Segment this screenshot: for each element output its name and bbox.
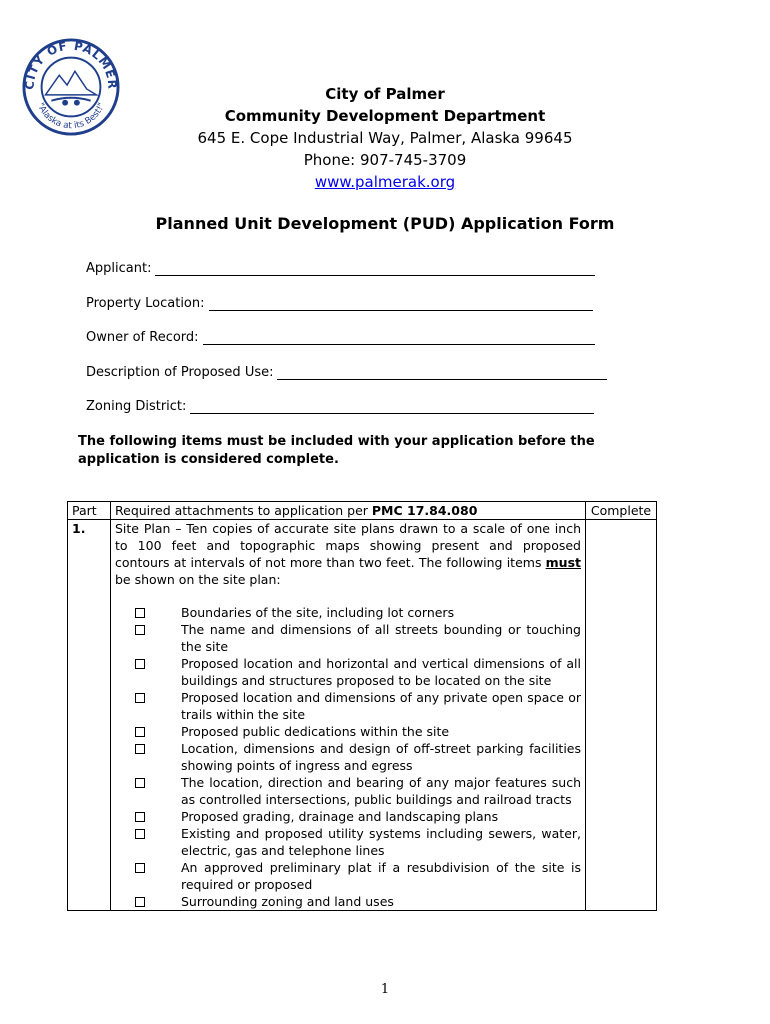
row-part-number: 1.: [68, 520, 111, 911]
owner-input-line[interactable]: [203, 330, 595, 345]
checkbox[interactable]: [135, 693, 145, 703]
description-field: [86, 362, 607, 380]
seal-top-text: CITY OF PALMER: [22, 38, 120, 91]
list-item: Proposed grading, drainage and landscaping plans: [115, 808, 581, 825]
owner-label: Owner of Record:: [86, 330, 199, 345]
applicant-label: Applicant:: [86, 261, 152, 276]
address: 645 E. Cope Industrial Way, Palmer, Alaska 99645: [197, 129, 573, 147]
checkbox[interactable]: [135, 608, 145, 618]
table-row: [68, 520, 657, 911]
list-item: Proposed public dedications within the site: [115, 723, 581, 740]
list-item: Location, dimensions and design of off-street parking facilities showing points of ingress and egress: [115, 740, 581, 774]
seal-bottom-text: "Alaska at its Best!": [34, 101, 108, 132]
department-name: Community Development Department: [224, 107, 546, 125]
site-plan-checklist: [115, 604, 581, 910]
letterhead: [150, 83, 620, 193]
list-item: Boundaries of the site, including lot corners: [115, 604, 581, 621]
owner-field: [86, 327, 595, 345]
completeness-notice: The following items must be included with your application before the application is considered complete.: [78, 434, 595, 467]
zoning-label: Zoning District:: [86, 399, 187, 414]
list-item: The location, direction and bearing of any major features such as controlled intersections, public buildings and railroad tracts: [115, 774, 581, 808]
website-link[interactable]: www.palmerak.org: [314, 173, 456, 191]
checkbox[interactable]: [135, 829, 145, 839]
checkbox[interactable]: [135, 659, 145, 669]
checkbox[interactable]: [135, 625, 145, 635]
property-location-input-line[interactable]: [209, 296, 593, 311]
zoning-input-line[interactable]: [190, 399, 594, 414]
list-item: Proposed location and horizontal and vertical dimensions of all buildings and structures proposed to be located on the site: [115, 655, 581, 689]
description-label: Description of Proposed Use:: [86, 365, 274, 380]
table-header-row: [68, 502, 657, 520]
header-description: Required attachments to application per PMC 17.84.080: [111, 502, 586, 520]
applicant-field: [86, 258, 595, 276]
phone: Phone: 907-745-3709: [303, 151, 467, 169]
form-title: Planned Unit Development (PUD) Application Form: [155, 214, 615, 233]
city-name: City of Palmer: [325, 85, 445, 103]
row-description: Site Plan – Ten copies of accurate site plans drawn to a scale of one inch to 100 feet and topographic maps showing present and proposed contours at intervals of not more than two feet. The following items must be shown on the site plan: Boundaries of the site, including lot corners The name and dimensions of all streets bounding or touching the site Proposed location and horizontal and vertical dimensions of all buildings and structures proposed to be located on the site Proposed location and dimensions of any private open space or trails within the site Proposed public dedications within the site Location, dimensions and design of off-street parking facilities showing points of ingress and egress The location, direction and bearing of any major features such as controlled intersections, public buildings and railroad tracts Proposed grading, drainage and landscaping plans Existing and proposed utility systems including sewers, water, electric, gas and telephone lines An approved preliminary plat if a resubdivision of the site is required or proposed Surrounding zoning and land uses: [111, 520, 586, 911]
list-item: Existing and proposed utility systems including sewers, water, electric, gas and telephone lines: [115, 825, 581, 859]
checkbox[interactable]: [135, 727, 145, 737]
zoning-field: [86, 396, 594, 414]
property-location-label: Property Location:: [86, 296, 205, 311]
checkbox[interactable]: [135, 778, 145, 788]
list-item: Surrounding zoning and land uses: [115, 893, 581, 910]
list-item: An approved preliminary plat if a resubdivision of the site is required or proposed: [115, 859, 581, 893]
page-number: 1: [380, 982, 390, 997]
checkbox[interactable]: [135, 897, 145, 907]
checkbox[interactable]: [135, 863, 145, 873]
header-part: Part: [68, 502, 111, 520]
header-complete: Complete: [586, 502, 657, 520]
city-seal-logo: [22, 38, 120, 136]
list-item: The name and dimensions of all streets bounding or touching the site: [115, 621, 581, 655]
must-emphasis: must: [545, 555, 581, 570]
requirements-table: [67, 501, 657, 911]
pmc-code: PMC 17.84.080: [371, 503, 478, 518]
checkbox[interactable]: [135, 744, 145, 754]
complete-cell[interactable]: [586, 520, 657, 911]
checkbox[interactable]: [135, 812, 145, 822]
list-item: Proposed location and dimensions of any private open space or trails within the site: [115, 689, 581, 723]
property-location-field: [86, 293, 593, 311]
applicant-input-line[interactable]: [155, 261, 595, 276]
description-input-line[interactable]: [277, 365, 607, 380]
